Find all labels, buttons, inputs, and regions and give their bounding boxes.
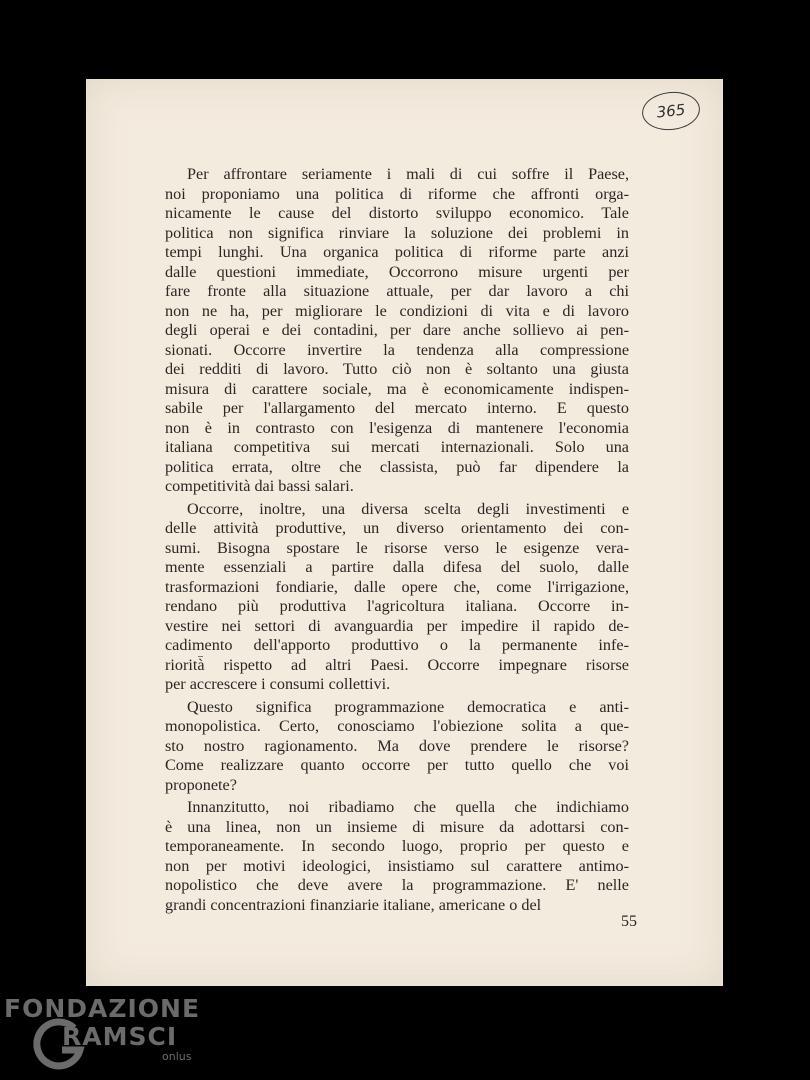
text-line: sto nostro ragionamento. Ma dove prendere le risorse?	[165, 736, 629, 755]
text-line: Occorre, inoltre, una diversa scelta degli investimenti e	[187, 499, 629, 518]
text-line: è una linea, non un insieme di misure da adottarsi con-	[165, 817, 629, 836]
text-line: competitività dai bassi salari.	[165, 477, 354, 495]
paragraph	[165, 798, 629, 915]
text-line: non ne ha, per migliorare le condizioni di vita e di lavoro	[165, 301, 629, 320]
text-line: proponete?	[165, 775, 237, 794]
text-line: per accrescere i consumi collettivi.	[165, 675, 391, 693]
text-line: italiana competitiva sui mercati internazionali. Solo una	[165, 438, 629, 456]
text-line: dalle questioni immediate, Occorrono misure urgenti per	[165, 262, 629, 281]
text-line: Innanzitutto, noi ribadiamo che quella che indichiamo	[187, 798, 629, 816]
paragraph	[165, 698, 629, 796]
text-line: non è in contrasto con l'esigenza di mantenere l'economia	[165, 418, 629, 437]
text-line: nicamente le cause del distorto sviluppo economico. Tale	[165, 204, 629, 222]
text-line: sionati. Occorre invertire la tendenza alla compressione	[165, 340, 629, 359]
logo-line2: RAMSCI	[62, 1022, 178, 1051]
archive-stamp-number: 365	[655, 100, 687, 122]
paragraph	[165, 165, 629, 497]
document-page	[86, 79, 723, 986]
text-line: riorità rispetto ad altri Paesi. Occorre impegnare risorse	[165, 655, 629, 674]
page-number: 55	[621, 913, 637, 930]
text-line: noi proponiamo una politica di riforme che affronti orga-	[165, 184, 629, 203]
text-line: monopolistica. Certo, conosciamo l'obiezione solita a que-	[165, 717, 629, 735]
text-line: politica non significa rinviare la soluzione dei problemi in	[165, 223, 629, 242]
archive-stamp	[640, 89, 702, 133]
text-line: delle attività produttive, un diverso orientamento dei con-	[165, 519, 629, 537]
text-line: fare fronte alla situazione attuale, per dar lavoro a chi	[165, 282, 629, 300]
text-line: sumi. Bisogna spostare le risorse verso le esigenze vera-	[165, 538, 629, 557]
text-line: dei redditi di lavoro. Tutto ciò non è soltanto una giusta	[165, 360, 629, 378]
logo-suffix: onlus	[162, 1050, 192, 1063]
fondazione-gramsci-logo	[2, 992, 202, 1076]
logo-line1: FONDAZIONE	[4, 994, 201, 1023]
text-line: Per affrontare seriamente i mali di cui soffre il Paese,	[187, 165, 629, 183]
text-line: sabile per l'allargamento del mercato interno. E questo	[165, 399, 629, 417]
text-line: cadimento dell'apporto produttivo o la permanente infe-	[165, 636, 629, 654]
text-line: mente essenziali a partire dalla difesa del suolo, dalle	[165, 558, 629, 576]
text-line: tempi lunghi. Una organica politica di riforme parte anzi	[165, 243, 629, 261]
text-line: nopolistico che deve avere la programmazione. E' nelle	[165, 876, 629, 894]
text-line: rendano più produttiva l'agricoltura italiana. Occorre in-	[165, 597, 629, 615]
body-text	[165, 165, 629, 915]
paragraph	[165, 500, 629, 695]
text-line: politica errata, oltre che classista, può far dipendere la	[165, 457, 629, 476]
text-line: trasformazioni fondiarie, dalle opere che, come l'irrigazione,	[165, 577, 629, 596]
text-line: non per motivi ideologici, insistiamo sul carattere antimo-	[165, 856, 629, 875]
text-line: misura di carattere sociale, ma è economicamente indispen-	[165, 379, 629, 398]
text-line: Come realizzare quanto occorre per tutto quello che voi	[165, 756, 629, 774]
text-line: temporaneamente. In secondo luogo, proprio per questo e	[165, 837, 629, 855]
text-line: Questo significa programmazione democratica e anti-	[187, 697, 629, 716]
text-line: grandi concentrazioni finanziarie italiane, americane o del	[165, 895, 542, 914]
text-line: degli operai e dei contadini, per dare anche sollievo ai pen-	[165, 321, 629, 339]
text-line: vestire nei settori di avanguardia per impedire il rapido de-	[165, 616, 629, 635]
